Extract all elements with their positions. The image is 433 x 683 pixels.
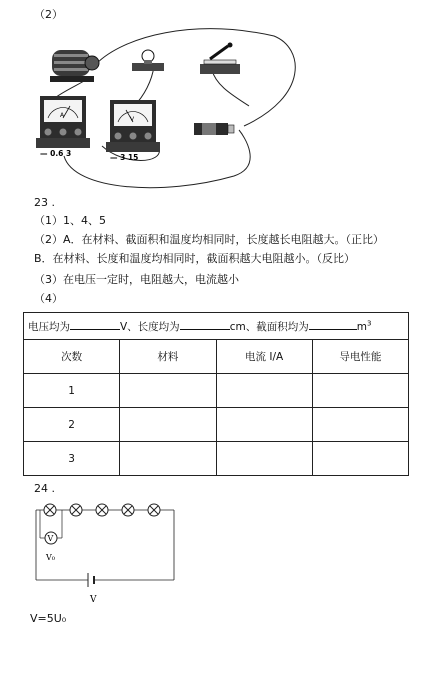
blank-area[interactable] <box>309 319 357 330</box>
blank-length[interactable] <box>180 319 230 330</box>
table-header-cell: 材料 <box>120 340 216 374</box>
question-24-number: 24 . <box>34 482 55 495</box>
answer-23-2a: （2）A．在材料、截面积和温度均相同时，长度越长电阻越大。（正比） <box>34 233 385 246</box>
voltmeter-letter: V <box>130 116 135 123</box>
table-cell-conductivity[interactable] <box>312 374 408 408</box>
table-row <box>24 374 409 408</box>
question-2-heading: （2） <box>34 8 63 21</box>
wire-bottom <box>64 130 250 188</box>
table-cell-material[interactable] <box>120 442 216 476</box>
lamp-icon <box>96 504 108 516</box>
battery-voltage-label: V <box>90 595 97 605</box>
wire-switch <box>212 70 249 106</box>
battery-icon <box>88 573 94 587</box>
table-cell-current[interactable] <box>216 442 312 476</box>
table-row <box>24 442 409 476</box>
table-conditions-cell: 电压均为 V、长度均为 cm、截面积均为 $m^3$ <box>24 313 409 340</box>
table-cell-conductivity[interactable] <box>312 442 408 476</box>
blank-voltage[interactable] <box>70 319 120 330</box>
ammeter-letter: A <box>60 112 65 119</box>
table-cell-material[interactable] <box>120 374 216 408</box>
lamp-icon <box>132 50 164 71</box>
switch-icon <box>200 43 240 75</box>
voltmeter-reading-label: V₀ <box>46 553 55 562</box>
voltmeter-icon <box>45 532 57 544</box>
voltmeter-icon <box>106 100 160 152</box>
table-cell-conductivity[interactable] <box>312 408 408 442</box>
table-cell-current[interactable] <box>216 374 312 408</box>
series-lamps-figure <box>30 498 180 608</box>
circuit-figure <box>34 26 319 194</box>
voltmeter-terminal-labels: — 3 15 <box>110 153 139 162</box>
answer-24: V=5U₀ <box>30 612 67 625</box>
battery-icon <box>194 123 234 135</box>
answer-23-3: （3）在电压一定时，电阻越大，电流越小 <box>34 273 239 286</box>
answer-23-1: （1）1、4、5 <box>34 214 106 227</box>
table-cell-current[interactable] <box>216 408 312 442</box>
lamp-icon <box>148 504 160 516</box>
table-conditions-row <box>24 313 409 340</box>
table-header-cell: 电流 I/A <box>216 340 312 374</box>
lamp-icon <box>44 504 56 516</box>
experiment-table <box>23 312 409 476</box>
ammeter-icon <box>36 96 90 148</box>
table-cell-trial: 1 <box>24 374 120 408</box>
table-header-row <box>24 340 409 374</box>
answer-23-2b: B．在材料、长度和温度均相同时，截面积越大电阻越小。（反比） <box>34 252 356 265</box>
table-row <box>24 408 409 442</box>
table-cell-trial: 3 <box>24 442 120 476</box>
lamp-icon <box>122 504 134 516</box>
table-cell-trial: 2 <box>24 408 120 442</box>
lamp-icon <box>70 504 82 516</box>
answer-23-4: （4） <box>34 292 63 305</box>
table-cell-material[interactable] <box>120 408 216 442</box>
table-header-cell: 导电性能 <box>312 340 408 374</box>
table-header-cell: 次数 <box>24 340 120 374</box>
ammeter-terminal-labels: — 0.6 3 <box>40 149 72 158</box>
motor-icon <box>50 50 99 82</box>
voltmeter-symbol: V <box>47 534 54 543</box>
question-23-number: 23 . <box>34 196 55 209</box>
